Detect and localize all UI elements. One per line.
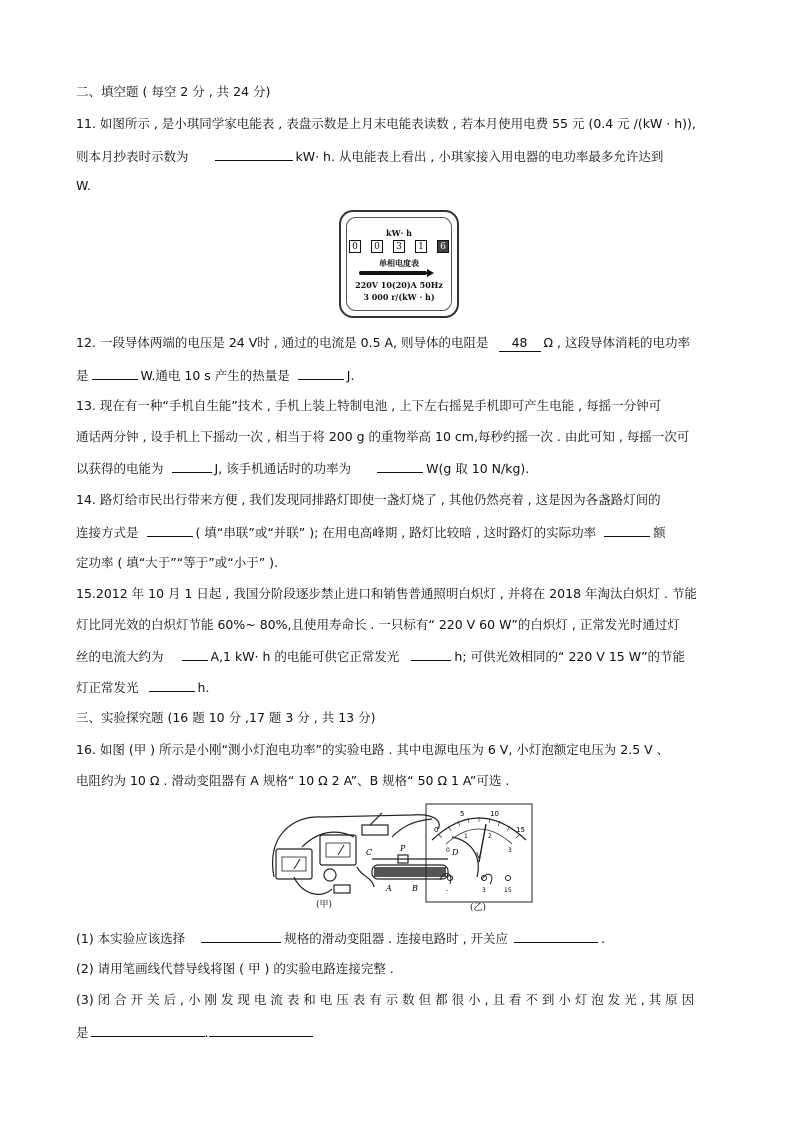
q12-text-b: Ω , 这段导体消耗的电功率	[543, 335, 690, 350]
scale-inner-label: 1	[464, 833, 468, 840]
q15-text-a: 丝的电流大约为	[76, 649, 164, 664]
q11-blank-1[interactable]	[215, 148, 293, 161]
q16-sub3-text-c: .	[204, 1025, 209, 1040]
q12-text-c: 是	[76, 368, 89, 383]
scale-tick-label: 0	[434, 826, 439, 834]
q16-sub-3-answer-line	[76, 1024, 316, 1041]
q13-line-3	[76, 460, 529, 477]
label-A: A	[386, 884, 392, 893]
q15-line-3	[76, 648, 685, 665]
q11-line-1: 11. 如图所示 , 是小琪同学家电能表 , 表盘示数是上月末电能表读数 , 若本月使用电费 55 元 (0.4 元 /(kW · h)),	[76, 116, 696, 131]
q12-line-1	[76, 335, 690, 352]
q16-line-1: 16. 如图 (甲 ) 所示是小刚“测小灯泡电功率”的实验电路 . 其中电源电压为 6 V, 小灯泡额定电压为 2.5 V 、	[76, 742, 670, 757]
scale-tick-label: 5	[460, 810, 465, 818]
q15-text-d: 灯正常发光	[76, 680, 139, 695]
meter-unit: kW· h	[386, 228, 412, 238]
electricity-meter-figure	[339, 210, 459, 318]
q14-line-2	[76, 524, 666, 541]
q12-text-a: 12. 一段导体两端的电压是 24 V时 , 通过的电流是 0.5 A, 则导体的电阻是	[76, 335, 489, 350]
meter-name: 单相电度表	[379, 259, 419, 268]
q15-blank-cfl-hours[interactable]	[149, 679, 195, 692]
q12-text-e: J.	[346, 368, 355, 383]
terminal-label: -	[446, 887, 449, 894]
figure-caption-yi: (乙)	[470, 903, 487, 913]
q16-line-2: 电阻约为 10 Ω . 滑动变阻器有 A 规格“ 10 Ω 2 A”、B 规格“ 50 Ω 1 A”可选 .	[76, 773, 510, 788]
q16-blank-reason[interactable]	[91, 1024, 205, 1037]
scale-tick-label: 10	[490, 810, 499, 818]
q16-sub-2: (2) 请用笔画线代替导线将图 ( 甲 ) 的实验电路连接完整 .	[76, 961, 394, 976]
q16-sub-1	[76, 930, 605, 947]
label-D: D	[452, 848, 459, 857]
q14-blank-connection[interactable]	[147, 524, 193, 537]
q11-line-3: W.	[76, 178, 91, 193]
terminal-label: 3	[482, 887, 486, 894]
q14-blank-compare[interactable]	[604, 524, 650, 537]
q13-line-1: 13. 现在有一种“手机自生能”技术 , 手机上装上特制电池 , 上下左右摇晃手机即可产生电能 , 每摇一分钟可	[76, 398, 662, 413]
label-P: P	[400, 844, 406, 853]
q15-line-2: 灯比同光效的白炽灯节能 60%~ 80%,且使用寿命长 . 一只标有“ 220 V 60 W”的白炽灯 , 正常发光时通过灯	[76, 617, 680, 632]
label-B: B	[412, 884, 418, 893]
q16-sub1-text-a: (1) 本实验应该选择	[76, 931, 186, 946]
q13-text-a: 以获得的电能为	[76, 461, 164, 476]
q11-line-2	[76, 148, 663, 165]
q14-line-3: 定功率 ( 填“大于”“等于”或“小于” ).	[76, 555, 279, 570]
q15-blank-current[interactable]	[182, 648, 208, 661]
q16-blank-rheostat[interactable]	[201, 930, 281, 943]
q14-text-b: ( 填“串联”或“并联” ); 在用电高峰期 , 路灯比较暗 , 这时路灯的实际功率	[195, 525, 597, 540]
q16-sub-3: (3) 闭 合 开 关 后 , 小 刚 发 现 电 流 表 和 电 压 表 有 示 数 但 都 很 小 , 且 看 不 到 小 灯 泡 发 光 , 其 原 因	[76, 992, 695, 1007]
q16-sub3-text-b: 是	[76, 1025, 89, 1040]
meter-digit: 0	[349, 240, 361, 253]
meter-digit: 0	[371, 240, 383, 253]
q13-blank-power[interactable]	[377, 460, 423, 473]
q16-blank-switch[interactable]	[514, 930, 598, 943]
q14-text-c: 额	[653, 525, 666, 540]
meter-symbol-V: V	[476, 852, 482, 860]
scale-inner-label: 3	[508, 847, 512, 854]
meter-arrow-icon	[427, 269, 434, 277]
q16-sub1-text-c: .	[601, 931, 606, 946]
q11-text-a: 则本月抄表时示数为	[76, 149, 189, 164]
meter-spec-constant: 3 000 r/(kW · h)	[363, 292, 435, 302]
section-heading-experiment: 三、实验探究题 (16 题 10 分 ,17 题 3 分 , 共 13 分)	[76, 710, 376, 725]
q15-line-4	[76, 679, 209, 696]
meter-rotation-bar	[359, 271, 427, 275]
q11-text-b: kW· h. 从电能表上看出 , 小琪家接入用电器的电功率最多允许达到	[295, 149, 664, 164]
q14-text-a: 连接方式是	[76, 525, 139, 540]
meter-digit-decimal: 6	[437, 240, 449, 253]
q15-text-b: A,1 kW· h 的电能可供它正常发光	[210, 649, 400, 664]
q16-sub1-text-b: 规格的滑动变阻器 . 连接电路时 , 开关应	[284, 931, 509, 946]
scale-inner-label: 2	[488, 833, 492, 840]
q12-blank-heat[interactable]	[298, 367, 344, 380]
q12-answer-resistance: 48	[499, 335, 541, 352]
meter-spec-rating: 220V 10(20)A 50Hz	[355, 280, 443, 290]
scale-tick-label: 15	[516, 826, 525, 834]
q12-line-2	[76, 367, 354, 384]
q15-line-1: 15.2012 年 10 月 1 日起 , 我国分阶段逐步禁止进口和销售普通照明白炽灯 , 并将在 2018 年淘汰白炽灯 . 节能	[76, 586, 697, 601]
meter-digit: 3	[393, 240, 405, 253]
label-C: C	[366, 848, 373, 857]
q15-text-e: h.	[197, 680, 210, 695]
q13-blank-energy[interactable]	[172, 460, 212, 473]
q13-text-b: J, 该手机通话时的功率为	[214, 461, 352, 476]
scale-inner-label: 0	[446, 847, 450, 854]
section-heading-fill-in: 二、填空题 ( 每空 2 分 , 共 24 分)	[76, 84, 271, 99]
q13-line-2: 通话两分钟 , 设手机上下摇动一次 , 相当于将 200 g 的重物举高 10 cm,每秒约摇一次 . 由此可知 , 每摇一次可	[76, 429, 690, 444]
terminal-label: 15	[504, 887, 512, 894]
meter-digit: 1	[415, 240, 427, 253]
meter-digits	[349, 240, 449, 253]
q16-blank-reason-cont[interactable]	[209, 1024, 313, 1037]
voltmeter-dial-figure	[424, 800, 534, 910]
figure-caption-jia: (甲)	[316, 900, 333, 910]
q14-line-1: 14. 路灯给市民出行带来方便 , 我们发现同排路灯即使一盏灯烧了 , 其他仍然亮着 , 这是因为各盏路灯间的	[76, 492, 661, 507]
q13-text-c: W(g 取 10 N/kg).	[426, 461, 530, 476]
q12-text-d: W.通电 10 s 产生的热量是	[140, 368, 290, 383]
q12-blank-power[interactable]	[92, 367, 138, 380]
q15-text-c: h; 可供光效相同的“ 220 V 15 W”的节能	[454, 649, 686, 664]
q15-blank-hours[interactable]	[411, 648, 451, 661]
